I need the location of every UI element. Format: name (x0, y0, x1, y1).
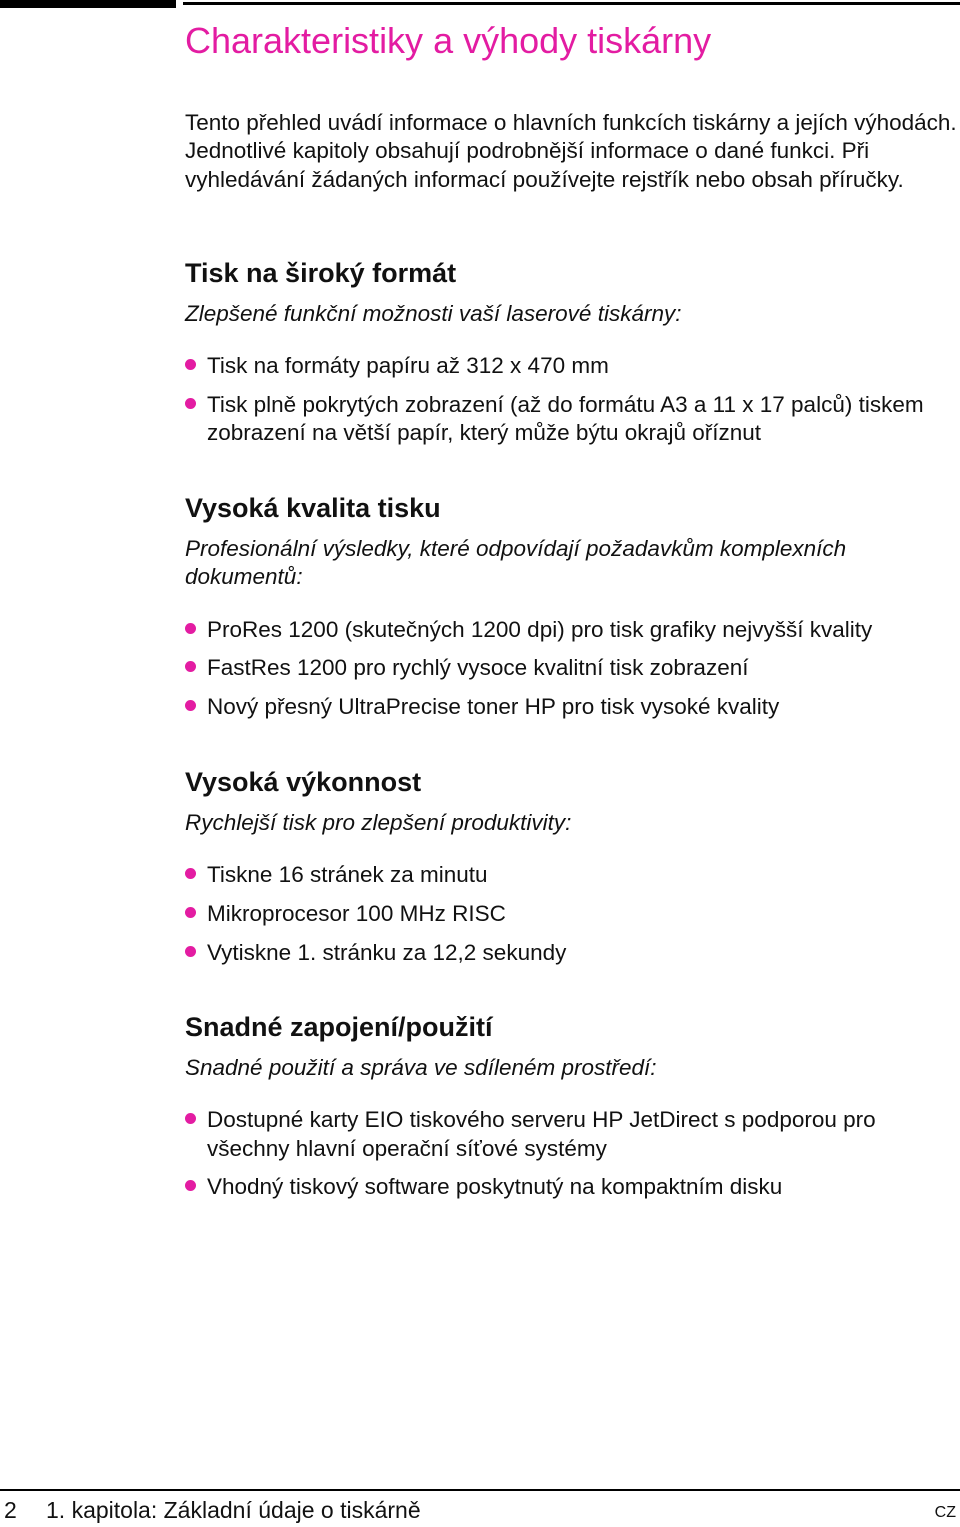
list-item (185, 861, 960, 889)
page-title: Charakteristiky a výhody tiskárny (185, 20, 712, 61)
list-item-text: Vytiskne 1. stránku za 12,2 sekundy (207, 939, 567, 965)
bullet-icon (185, 1180, 196, 1191)
bullet-icon (185, 907, 196, 918)
bullet-icon (185, 398, 196, 409)
list-item (185, 939, 960, 967)
bullet-icon (185, 661, 196, 672)
list-item-text: Vhodný tiskový software poskytnutý na kompaktním disku (207, 1174, 783, 1200)
bullet-list (185, 1106, 960, 1201)
section-subtitle: Profesionální výsledky, které odpovídají požadavkům komplexních dokumentů: (185, 536, 847, 590)
language-code: CZ (934, 1504, 956, 1521)
section-subtitle: Rychlejší tisk pro zlepšení produktivity: (185, 810, 572, 835)
intro-paragraph: Tento přehled uvádí informace o hlavních funkcích tiskárny a jejích výhodách. Jednotlivé kapitoly obsahují podrobnější informace o dané funkci. Při vyhledávání žádaných informací používejte rejstřík nebo obsah příručky. (185, 110, 957, 192)
bullet-icon (185, 700, 196, 711)
list-item (185, 1173, 960, 1201)
list-item-text: Mikroprocesor 100 MHz RISC (207, 901, 506, 927)
section-heading: Vysoká kvalita tisku (185, 493, 441, 523)
list-item-text: FastRes 1200 pro rychlý vysoce kvalitní tisk zobrazení (207, 655, 749, 681)
list-item-text: Tisk plně pokrytých zobrazení (až do formátu A3 a 11 x 17 palců) tiskem zobrazení na větší papír, který může býtu okrajů oříznut (207, 392, 924, 446)
header-rule-thin (183, 2, 960, 5)
bullet-icon (185, 868, 196, 879)
list-item (185, 391, 960, 448)
list-item-text: Nový přesný UltraPrecise toner HP pro tisk vysoké kvality (207, 694, 780, 720)
section-subtitle: Zlepšené funkční možnosti vaší laserové tiskárny: (185, 301, 682, 326)
section-print-quality (185, 491, 960, 732)
section-easy-setup (185, 1010, 960, 1212)
list-item (185, 900, 960, 928)
list-item (185, 654, 960, 682)
bullet-icon (185, 1113, 196, 1124)
section-heading: Tisk na široký formát (185, 258, 457, 288)
list-item-text: Tisk na formáty papíru až 312 x 470 mm (207, 353, 609, 379)
list-item (185, 1106, 960, 1163)
bullet-list (185, 861, 960, 967)
list-item-text: Dostupné karty EIO tiskového serveru HP JetDirect s podporou pro všechny hlavní operační síťové systémy (207, 1107, 876, 1161)
list-item (185, 352, 960, 380)
bullet-icon (185, 623, 196, 634)
list-item (185, 616, 960, 644)
bullet-list (185, 352, 960, 447)
footer-chapter-title: 1. kapitola: Základní údaje o tiskárně (46, 1497, 421, 1523)
section-performance (185, 765, 960, 978)
section-subtitle: Snadné použití a správa ve sdíleném prostředí: (185, 1055, 657, 1080)
list-item (185, 693, 960, 721)
list-item-text: ProRes 1200 (skutečných 1200 dpi) pro tisk grafiky nejvyšší kvality (207, 616, 873, 642)
bullet-icon (185, 946, 196, 957)
section-heading: Vysoká výkonnost (185, 767, 422, 797)
list-item-text: Tiskne 16 stránek za minutu (207, 862, 488, 888)
section-heading: Snadné zapojení/použití (185, 1012, 493, 1042)
page-number: 2 (4, 1497, 17, 1523)
section-wide-format (185, 256, 960, 458)
bullet-list (185, 616, 960, 722)
bullet-icon (185, 359, 196, 370)
footer-rule (0, 1489, 960, 1491)
header-rule-thick (0, 0, 176, 8)
